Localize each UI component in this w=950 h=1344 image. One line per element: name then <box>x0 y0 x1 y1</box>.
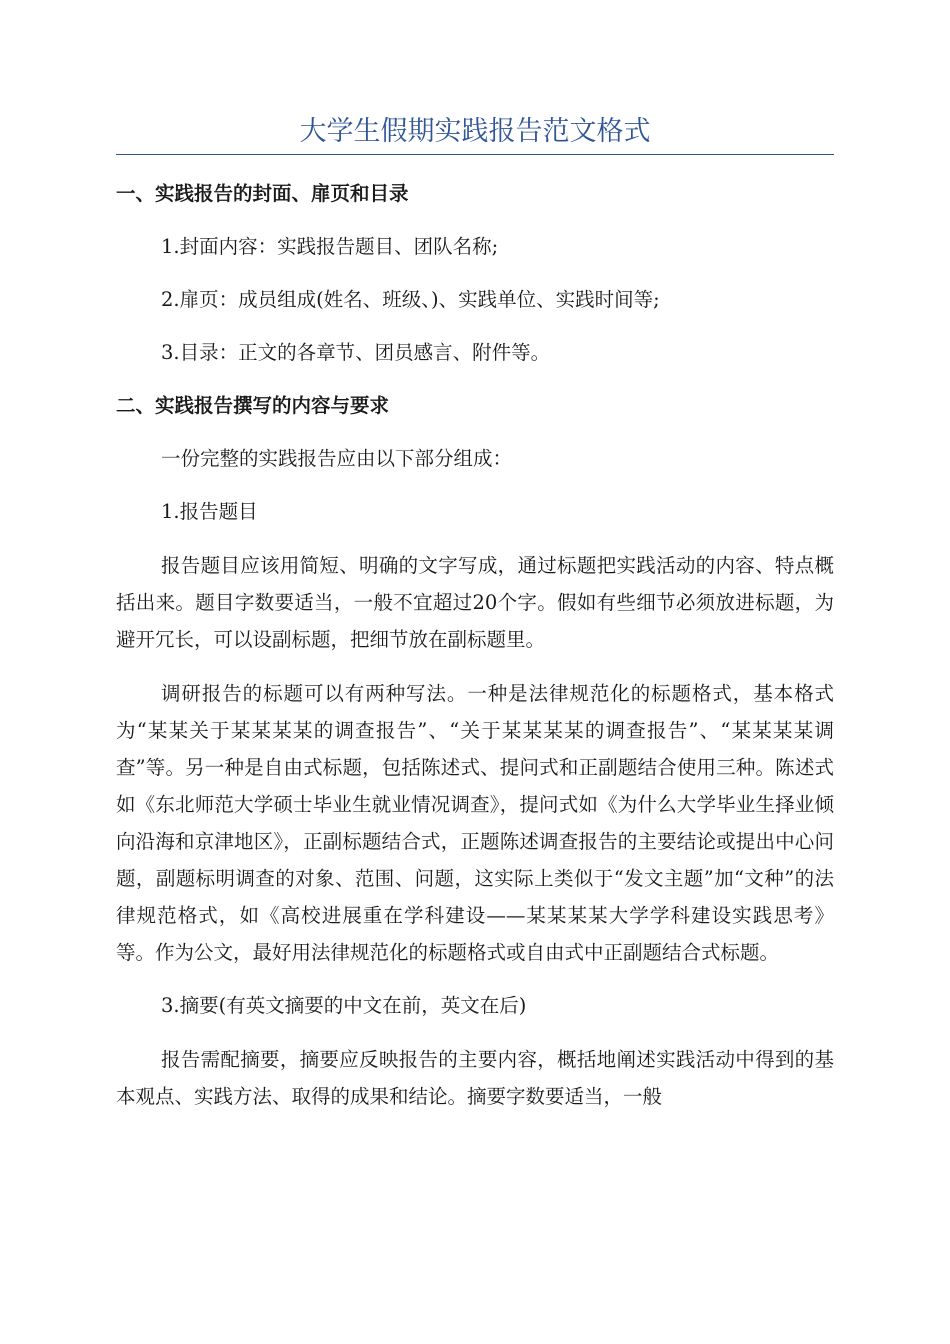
document-title: 大学生假期实践报告范文格式 <box>299 116 651 147</box>
subheading-abstract: 3.摘要(有英文摘要的中文在前，英文在后) <box>161 994 527 1017</box>
subheading-report-title: 1.报告题目 <box>161 500 258 523</box>
section-heading-2: 二、实践报告撰写的内容与要求 <box>116 394 390 417</box>
title-underline <box>116 154 834 155</box>
paragraph: 报告题目应该用简短、明确的文字写成，通过标题把实践活动的内容、特点概括出来。题目字数要适当，一般不宜超过20个字。假如有些细节必须放进标题，为避开冗长，可以设副标题，把细节放在副标题里。 <box>116 554 834 651</box>
document-body <box>116 176 834 1132</box>
list-item: 2.扉页：成员组成(姓名、班级、)、实践单位、实践时间等; <box>161 288 660 311</box>
section-heading-1: 一、实践报告的封面、扉页和目录 <box>116 182 409 205</box>
paragraph: 报告需配摘要，摘要应反映报告的主要内容，概括地阐述实践活动中得到的基本观点、实践方法、取得的成果和结论。摘要字数要适当，一般 <box>116 1048 834 1108</box>
list-item: 3.目录：正文的各章节、团员感言、附件等。 <box>161 341 551 364</box>
section-intro: 一份完整的实践报告应由以下部分组成： <box>161 447 513 470</box>
paragraph: 调研报告的标题可以有两种写法。一种是法律规范化的标题格式，基本格式为“某某关于某某某某的调查报告”、“关于某某某某的调查报告”、“某某某某调查”等。另一种是自由式标题，包括陈述式、提问式和正副题结合使用三种。陈述式如《东北师范大学硕士毕业生就业情况调查》，提问式如《为什么大学毕业生择业倾向沿海和京津地区》，正副标题结合式，正题陈述调查报告的主要结论或提出中心问题，副题标明调查的对象、范围、问题，这实际上类似于“发文主题”加“文种”的法律规范格式，如《高校进展重在学科建设——某某某某大学学科建设实践思考》等。作为公文，最好用法律规范化的标题格式或自由式中正副题结合式标题。 <box>116 682 834 964</box>
list-item: 1.封面内容：实践报告题目、团队名称; <box>161 235 499 258</box>
